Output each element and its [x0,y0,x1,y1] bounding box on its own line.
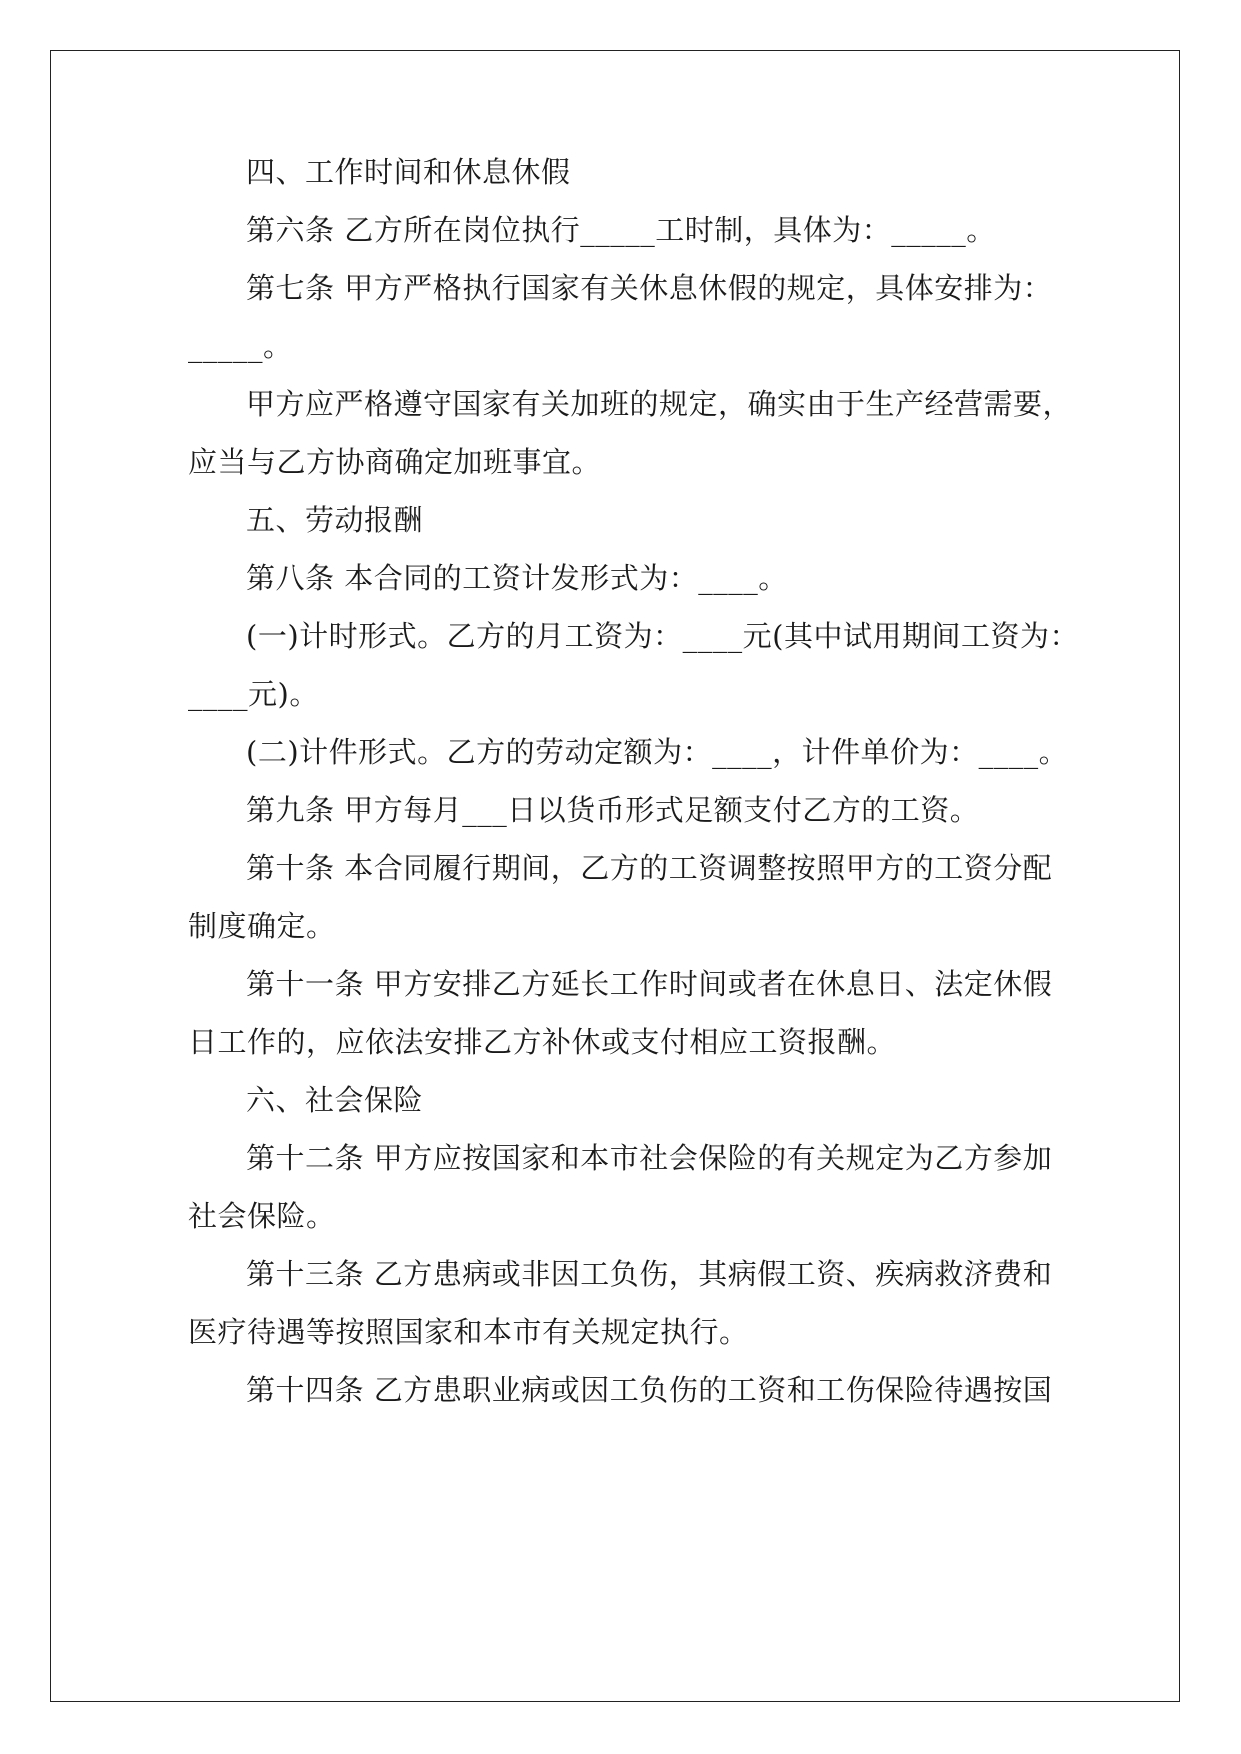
article-8-item-1-continued: ____元)。 [188,677,319,711]
overtime-paragraph-continued: 应当与乙方协商确定加班事宜。 [188,445,602,479]
article-6: 第六条 乙方所在岗位执行_____工时制，具体为：_____。 [246,213,996,247]
article-7-continued: _____。 [188,329,293,363]
article-13-continued: 医疗待遇等按照国家和本市有关规定执行。 [188,1315,749,1349]
article-8-item-2: (二)计件形式。乙方的劳动定额为：____，计件单价为：____。 [246,735,1069,769]
article-12-continued: 社会保险。 [188,1199,336,1233]
article-10: 第十条 本合同履行期间，乙方的工资调整按照甲方的工资分配 [246,851,1053,885]
article-8-item-1: (一)计时形式。乙方的月工资为：____元(其中试用期间工资为： [246,619,1079,653]
article-11-continued: 日工作的，应依法安排乙方补休或支付相应工资报酬。 [188,1025,897,1059]
article-14: 第十四条 乙方患职业病或因工负伤的工资和工伤保险待遇按国 [246,1373,1053,1407]
section-heading-work-time: 四、工作时间和休息休假 [246,155,571,189]
article-8: 第八条 本合同的工资计发形式为：____。 [246,561,788,595]
article-12: 第十二条 甲方应按国家和本市社会保险的有关规定为乙方参加 [246,1141,1053,1175]
section-heading-remuneration: 五、劳动报酬 [246,503,424,537]
article-10-continued: 制度确定。 [188,909,336,943]
article-13: 第十三条 乙方患病或非因工负伤，其病假工资、疾病救济费和 [246,1257,1053,1291]
overtime-paragraph: 甲方应严格遵守国家有关加班的规定，确实由于生产经营需要， [246,387,1073,421]
article-7: 第七条 甲方严格执行国家有关休息休假的规定，具体安排为： [246,271,1053,305]
article-9: 第九条 甲方每月___日以货币形式足额支付乙方的工资。 [246,793,980,827]
article-11: 第十一条 甲方安排乙方延长工作时间或者在休息日、法定休假 [246,967,1053,1001]
section-heading-social-insurance: 六、社会保险 [246,1083,424,1117]
